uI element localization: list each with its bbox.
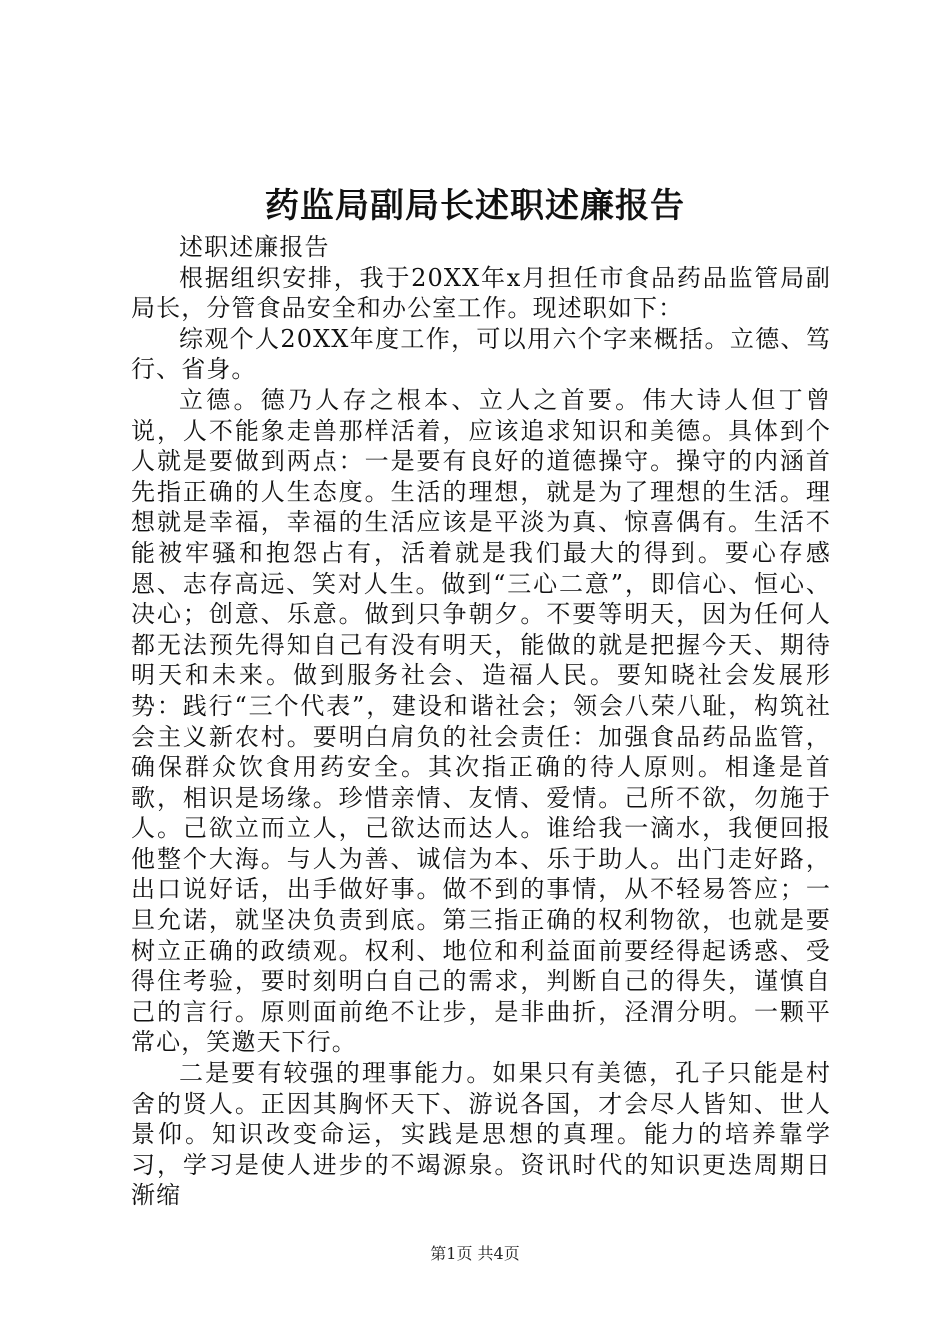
body-paragraph: 二是要有较强的理事能力。如果只有美德，孔子只能是村舍的贤人。正因其胸怀天下、游说各国，才会尽人皆知、世人景仰。知识改变命运，实践是思想的真理。能力的培养靠学习，学习是使人进步的不竭源泉。资讯时代的知识更迭周期日渐缩 — [131, 1059, 831, 1210]
body-paragraph: 述职述廉报告 — [179, 233, 330, 261]
body-paragraph: 根据组织安排，我于20XX年x月担任市食品药品监管局副局长，分管食品安全和办公室工作。现述职如下： — [131, 263, 831, 323]
body-paragraph: 立德。德乃人存之根本、立人之首要。伟大诗人但丁曾说，人不能象走兽那样活着，应该追求知识和美德。具体到个人就是要做到两点：一是要有良好的道德操守。操守的内涵首先指正确的人生态度。生活的理想，就是为了理想的生活。理想就是幸福，幸福的生活应该是平淡为真、惊喜偶有。生活不能被牢骚和抱怨占有，活着就是我们最大的得到。要心存感恩、志存高远、笑对人生。做到“三心二意”，即信心、恒心、决心；创意、乐意。做到只争朝夕。不要等明天，因为任何人都无法预先得知自己有没有明天，能做的就是把握今天、期待明天和未来。做到服务社会、造福人民。要知晓社会发展形势：践行“三个代表”，建设和谐社会；领会八荣八耻，构筑社会主义新农村。要明白肩负的社会责任：加强食品药品监管，确保群众饮食用药安全。其次指正确的待人原则。相逢是首歌，相识是场缘。珍惜亲情、友情、爱情。己所不欲，勿施于人。己欲立而立人，己欲达而达人。谁给我一滴水，我便回报他整个大海。与人为善、诚信为本、乐于助人。出门走好路，出口说好话，出手做好事。做不到的事情，从不轻易答应；一旦允诺，就坚决负责到底。第三指正确的权利物欲，也就是要树立正确的政绩观。权利、地位和利益面前要经得起诱惑、受得住考验，要时刻明白自己的需求，判断自己的得失，谨慎自己的言行。原则面前绝不让步，是非曲折，泾渭分明。一颗平常心，笑邀天下行。 — [131, 385, 831, 1057]
page-number-footer: 第1页 共4页 — [430, 1244, 520, 1263]
body-paragraph: 综观个人20XX年度工作，可以用六个字来概括。立德、笃行、省身。 — [131, 324, 831, 384]
document-body — [131, 232, 831, 1211]
document-title: 药监局副局长述职述廉报告 — [265, 186, 685, 226]
